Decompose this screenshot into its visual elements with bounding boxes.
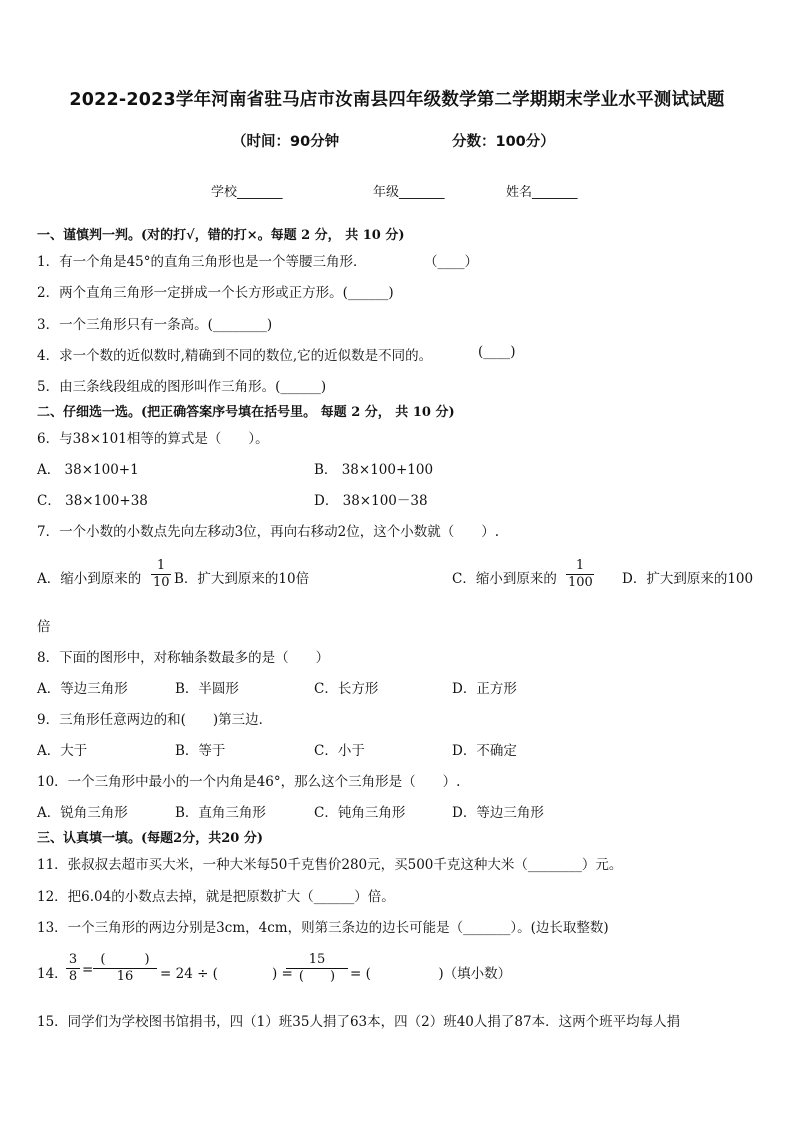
name-field: 姓名_______ <box>506 185 578 200</box>
question-7-fraction-c <box>566 558 594 591</box>
fraction-denominator: 16 <box>116 969 134 984</box>
fraction-denominator: 8 <box>68 969 78 984</box>
question-14-end: = ( )（填小数） <box>350 966 512 982</box>
question-14-fraction-1 <box>66 952 80 985</box>
question-9: 9．三角形任意两边的和( )第三边． <box>37 712 273 728</box>
question-7-option-a: A．缩小到原来的 <box>37 571 142 587</box>
question-13: 13．一个三角形的两边分别是3cm，4cm，则第三条边的边长可能是（_______）。(边长取整数) <box>37 920 609 936</box>
fraction-denominator: ( ) <box>298 969 336 984</box>
school-field: 学校_______ <box>211 185 283 200</box>
exam-score: 分数：100分） <box>452 134 555 150</box>
question-4: 4．求一个数的近似数时,精确到不同的数位,它的近似数是不同的。 <box>37 348 433 364</box>
question-8-option-a: A．等边三角形 <box>37 681 128 697</box>
fraction-denominator: 10 <box>153 575 170 590</box>
question-7-option-d: D．扩大到原来的100 <box>622 571 754 587</box>
question-7-fraction-a <box>151 558 171 591</box>
question-7-option-d-continued: 倍 <box>37 619 51 635</box>
question-1-blank: （____） <box>424 254 478 270</box>
section-3-heading: 三、认真填一填。(每题2分，共20 分) <box>37 831 263 846</box>
question-4-blank: (____) <box>478 344 516 360</box>
question-10-option-d: D．等边三角形 <box>452 805 544 821</box>
question-10-option-b: B．直角三角形 <box>175 805 266 821</box>
question-14-fraction-3 <box>286 952 348 985</box>
question-8-option-c: C．长方形 <box>314 681 379 697</box>
question-2: 2．两个直角三角形一定拼成一个长方形或正方形。(______) <box>37 285 394 301</box>
question-14-fraction-2 <box>93 952 157 985</box>
question-9-option-a: A．大于 <box>37 743 88 759</box>
fraction-denominator: 100 <box>568 575 593 590</box>
question-7-option-b: B．扩大到原来的10倍 <box>174 571 310 587</box>
question-9-option-d: D．不确定 <box>452 743 517 759</box>
question-6-option-d: D． 38×100－38 <box>314 493 428 509</box>
section-2-heading: 二、仔细选一选。(把正确答案序号填在括号里。 每题 2 分， 共 10 分) <box>37 405 455 420</box>
question-6-option-a: A． 38×100+1 <box>37 462 139 478</box>
question-9-option-c: C．小于 <box>314 743 365 759</box>
question-7-option-c: C．缩小到原来的 <box>452 571 557 587</box>
grade-field: 年级_______ <box>373 185 445 200</box>
question-12: 12．把6.04的小数点去掉，就是把原数扩大（______）倍。 <box>37 889 395 905</box>
exam-title: 2022-2023学年河南省驻马店市汝南县四年级数学第二学期期末学业水平测试试题 <box>69 90 725 110</box>
question-8-option-b: B．半圆形 <box>175 681 239 697</box>
question-8: 8．下面的图形中，对称轴条数最多的是（ ） <box>37 650 330 666</box>
question-14-label: 14． <box>37 966 68 982</box>
section-1-heading: 一、谨慎判一判。(对的打√，错的打×。每题 2 分， 共 10 分) <box>37 228 405 243</box>
exam-time: （时间：90分钟 <box>232 134 340 150</box>
question-6-option-c: C． 38×100+38 <box>37 493 148 509</box>
question-7: 7．一个小数的小数点先向左移动3位，再向右移动2位，这个小数就（ ）. <box>37 524 500 540</box>
question-1: 1．有一个角是45°的直角三角形也是一个等腰三角形． <box>37 254 367 270</box>
question-10-option-c: C．钝角三角形 <box>314 805 406 821</box>
question-14-middle: = 24 ÷ ( ) = <box>160 966 293 982</box>
fraction-numerator: 3 <box>66 952 80 969</box>
question-9-option-b: B．等于 <box>175 743 226 759</box>
fraction-numerator: 15 <box>286 952 348 969</box>
question-8-option-d: D．正方形 <box>452 681 517 697</box>
question-15: 15．同学们为学校图书馆捐书，四（1）班35人捐了63本，四（2）班40人捐了87本．这两个班平均每人捐 <box>37 1014 681 1030</box>
question-14-equals-1: = <box>82 962 94 978</box>
question-3: 3．一个三角形只有一条高。(________) <box>37 317 273 333</box>
question-6: 6．与38×101相等的算式是（ ）。 <box>37 431 269 447</box>
fraction-numerator: ( ) <box>93 952 157 969</box>
fraction-numerator: 1 <box>566 558 594 575</box>
question-10-option-a: A．锐角三角形 <box>37 805 128 821</box>
fraction-numerator: 1 <box>151 558 171 575</box>
question-10: 10．一个三角形中最小的一个内角是46°，那么这个三角形是（ ）. <box>37 774 461 790</box>
question-5: 5．由三条线段组成的图形叫作三角形。(______) <box>37 379 327 395</box>
question-6-option-b: B． 38×100+100 <box>314 462 434 478</box>
question-11: 11．张叔叔去超市买大米，一种大米每50千克售价280元，买500千克这种大米（________）元。 <box>37 857 623 873</box>
